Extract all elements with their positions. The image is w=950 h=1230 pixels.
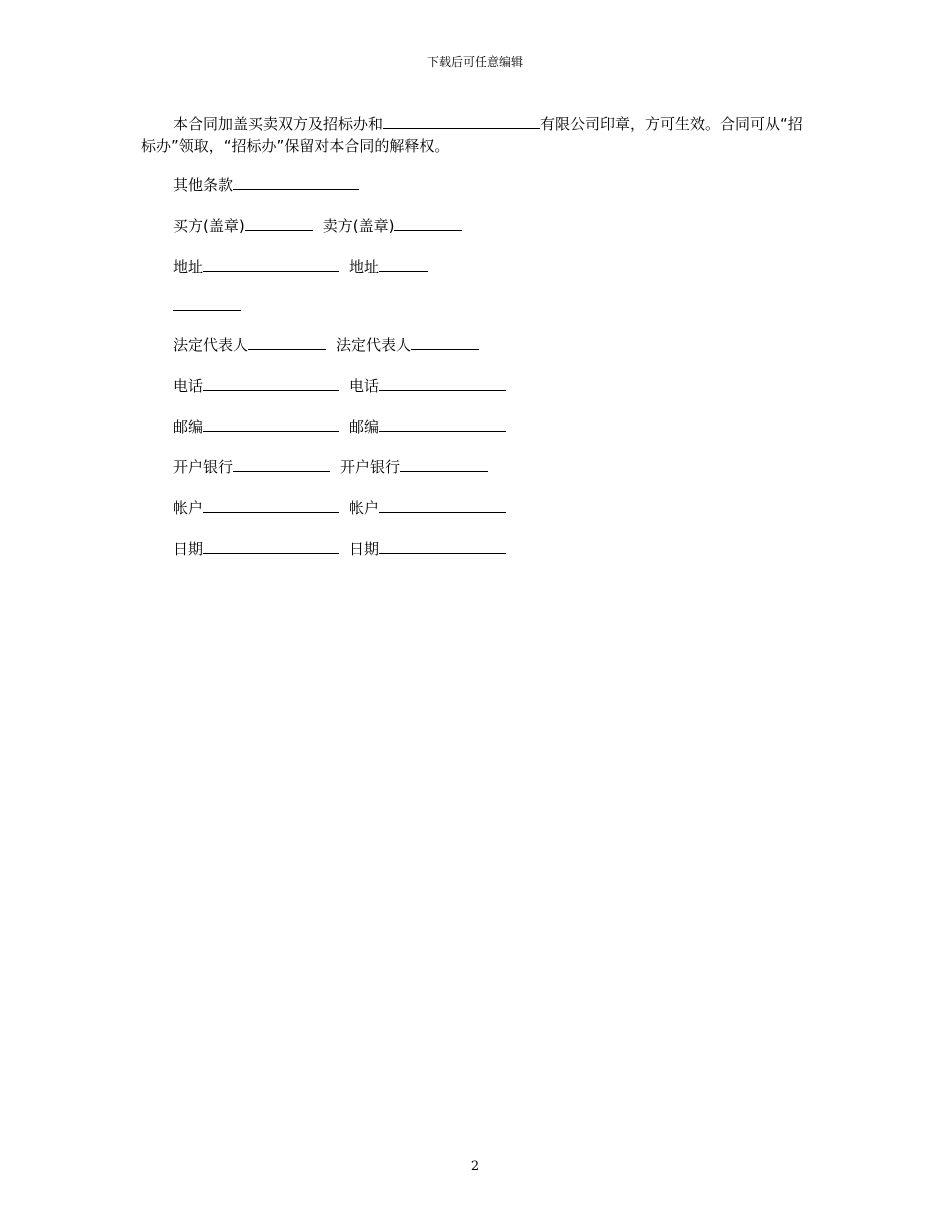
other-terms-line — [173, 175, 359, 195]
buyer-account-blank[interactable] — [203, 498, 339, 513]
other-terms-label: 其他条款 — [173, 176, 234, 194]
buyer-bank-blank[interactable] — [233, 457, 330, 472]
page-header: 下载后可任意编辑 — [426, 55, 523, 69]
buyer-bank-label: 开户银行 — [173, 458, 234, 476]
buyer-legal-rep-label: 法定代表人 — [173, 336, 249, 354]
page-number: 2 — [470, 1159, 480, 1174]
buyer-address-blank[interactable] — [203, 257, 339, 272]
seller-seal-label: 卖方(盖章) — [322, 217, 395, 235]
address-line — [173, 257, 428, 277]
seller-legal-rep-label: 法定代表人 — [336, 336, 412, 354]
seller-account-blank[interactable] — [379, 498, 506, 513]
party-seal-line — [173, 216, 462, 236]
seller-phone-blank[interactable] — [379, 376, 506, 391]
seller-postcode-blank[interactable] — [379, 417, 506, 432]
other-terms-blank[interactable] — [233, 175, 359, 190]
bank-line — [173, 457, 488, 477]
buyer-date-blank[interactable] — [203, 539, 339, 554]
buyer-postcode-blank[interactable] — [203, 417, 339, 432]
seller-date-blank[interactable] — [379, 539, 506, 554]
clause-text-part1: 本合同加盖买卖双方及招标办和 — [173, 115, 384, 133]
buyer-postcode-label: 邮编 — [173, 418, 204, 436]
buyer-seal-blank[interactable] — [245, 216, 313, 231]
buyer-address-label: 地址 — [173, 258, 204, 276]
seller-bank-label: 开户银行 — [340, 458, 401, 476]
phone-line — [173, 376, 506, 396]
seller-address-blank[interactable] — [379, 257, 428, 272]
seller-account-label: 帐户 — [349, 499, 380, 517]
document-body — [141, 113, 807, 558]
account-line — [173, 498, 506, 518]
seller-postcode-label: 邮编 — [349, 418, 380, 436]
address-continuation-line — [173, 296, 241, 316]
seller-legal-rep-blank[interactable] — [411, 335, 479, 350]
buyer-phone-blank[interactable] — [203, 376, 339, 391]
legal-rep-line — [173, 335, 479, 355]
buyer-seal-label: 买方(盖章) — [173, 217, 245, 235]
company-name-blank[interactable] — [383, 114, 540, 129]
seller-date-label: 日期 — [349, 540, 380, 558]
seller-seal-blank[interactable] — [394, 216, 462, 231]
seller-phone-label: 电话 — [349, 377, 380, 395]
buyer-account-label: 帐户 — [173, 499, 204, 517]
clause-text-part2: 有限公司印章，方可生效。合同可从“招标办”领取，“招标办”保留对本合同的解释权。 — [141, 115, 803, 155]
postcode-line — [173, 417, 506, 437]
seller-bank-blank[interactable] — [400, 457, 488, 472]
validity-clause — [141, 113, 807, 157]
buyer-phone-label: 电话 — [173, 377, 204, 395]
address-continuation-blank[interactable] — [173, 296, 241, 311]
buyer-legal-rep-blank[interactable] — [248, 335, 326, 350]
date-line — [173, 539, 506, 559]
buyer-date-label: 日期 — [173, 540, 204, 558]
seller-address-label: 地址 — [349, 258, 380, 276]
